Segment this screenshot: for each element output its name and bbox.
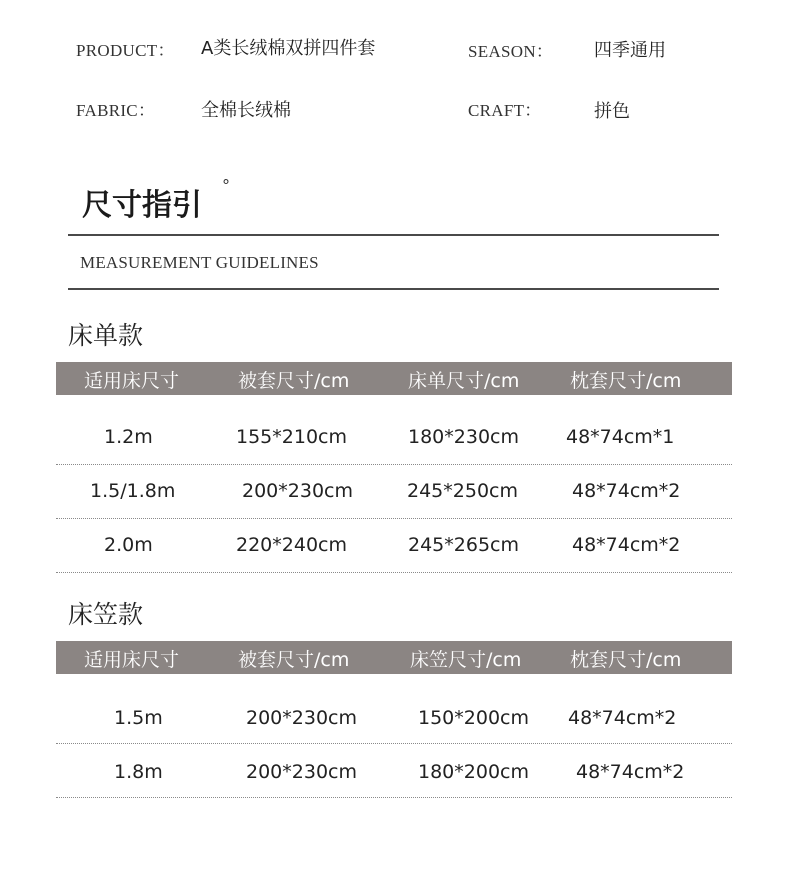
table-row [56, 518, 732, 573]
cell-bed-size: 1.8m [114, 761, 163, 783]
table-row [56, 410, 732, 465]
fitted-header-duvet-size: 被套尺寸/cm [238, 649, 350, 671]
table-row [56, 689, 732, 744]
cell-duvet-size: 220*240cm [236, 534, 347, 556]
sheet-header-bed-size: 适用床尺寸 [84, 370, 180, 392]
cell-bed-size: 2.0m [104, 534, 153, 556]
cell-duvet-size: 155*210cm [236, 426, 347, 448]
fitted-section-title: 床笠款 [68, 600, 144, 629]
table-row [56, 464, 732, 519]
craft-value: 拼色 [594, 101, 630, 122]
sheet-header-sheet-size: 床单尺寸/cm [408, 370, 520, 392]
cell-fitted-size: 180*200cm [418, 761, 529, 783]
fitted-header-bed-size: 适用床尺寸 [84, 649, 180, 671]
guide-subtitle: MEASUREMENT GUIDELINES [80, 253, 319, 272]
cell-bed-size: 1.5m [114, 707, 163, 729]
sheet-table-header [56, 362, 732, 395]
craft-label: CRAFT： [468, 101, 542, 120]
cell-pillowcase-size: 48*74cm*1 [566, 426, 675, 448]
sheet-section-title: 床单款 [68, 321, 144, 350]
cell-pillowcase-size: 48*74cm*2 [576, 761, 685, 783]
sheet-header-duvet-size: 被套尺寸/cm [238, 370, 350, 392]
table-row [56, 743, 732, 798]
cell-fitted-size: 150*200cm [418, 707, 529, 729]
cell-duvet-size: 200*230cm [246, 707, 357, 729]
product-value: A类长绒棉双拼四件套 [201, 38, 376, 59]
sheet-header-pillowcase-size: 枕套尺寸/cm [570, 370, 682, 392]
fabric-label: FABRIC： [76, 101, 156, 120]
guide-degree-mark: ° [222, 176, 230, 195]
cell-bed-size: 1.2m [104, 426, 153, 448]
guide-title: 尺寸指引 [82, 188, 202, 223]
fitted-table-header [56, 641, 732, 674]
cell-sheet-size: 245*265cm [408, 534, 519, 556]
cell-duvet-size: 200*230cm [242, 480, 353, 502]
guide-top-divider [68, 234, 719, 236]
cell-pillowcase-size: 48*74cm*2 [572, 480, 681, 502]
cell-pillowcase-size: 48*74cm*2 [568, 707, 677, 729]
fitted-header-fitted-size: 床笠尺寸/cm [410, 649, 522, 671]
cell-bed-size: 1.5/1.8m [90, 480, 176, 502]
season-value: 四季通用 [594, 40, 666, 61]
product-label: PRODUCT： [76, 41, 175, 60]
cell-duvet-size: 200*230cm [246, 761, 357, 783]
cell-sheet-size: 180*230cm [408, 426, 519, 448]
cell-sheet-size: 245*250cm [407, 480, 518, 502]
fitted-header-pillowcase-size: 枕套尺寸/cm [570, 649, 682, 671]
season-label: SEASON： [468, 42, 554, 61]
cell-pillowcase-size: 48*74cm*2 [572, 534, 681, 556]
guide-bottom-divider [68, 288, 719, 290]
fabric-value: 全棉长绒棉 [201, 100, 291, 121]
